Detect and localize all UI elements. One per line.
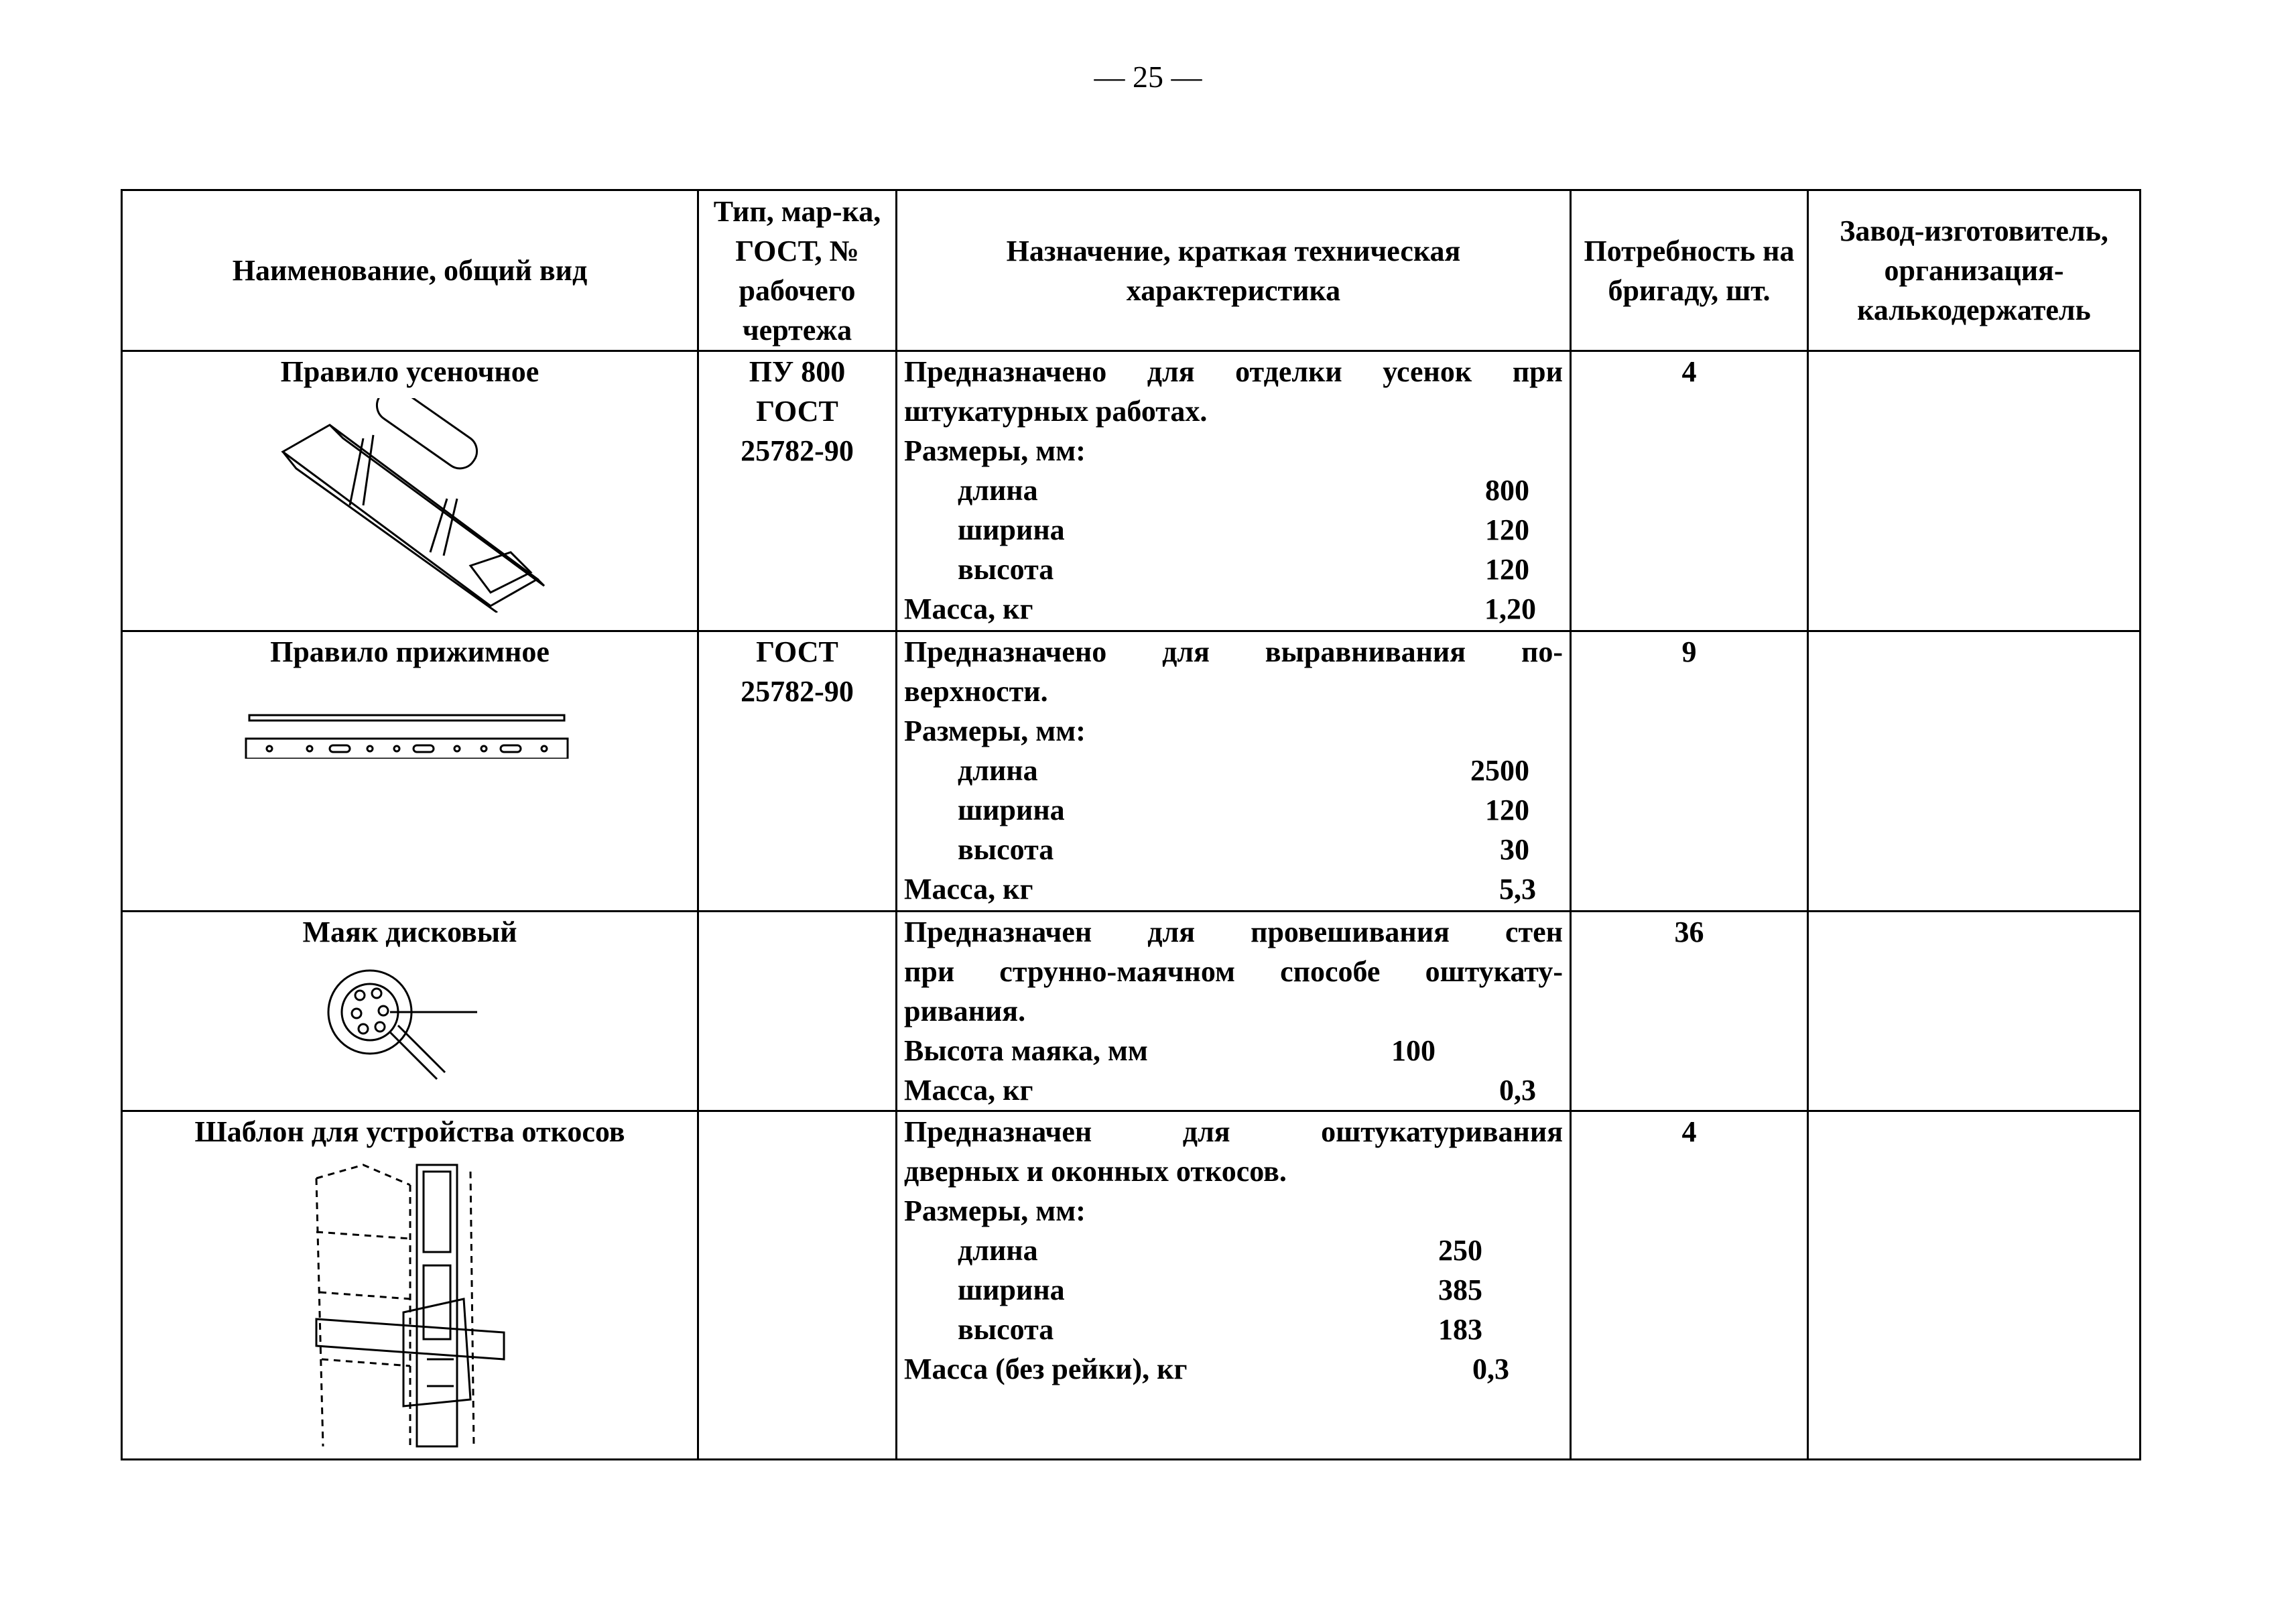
- equipment-table: [121, 189, 2141, 1460]
- dim-length: длина 2500: [958, 754, 1529, 787]
- header-need: Потребность на бригаду, шт.: [1571, 190, 1808, 351]
- sizes-label: Размеры, мм:: [904, 1194, 1086, 1227]
- dim-width: ширина 120: [958, 513, 1529, 546]
- dim-length: длина 800: [958, 474, 1529, 507]
- dim-height: высота 30: [958, 833, 1529, 866]
- header-name: Наименование, общий вид: [122, 190, 698, 351]
- type-line: ПУ 800: [749, 355, 846, 388]
- row-purpose-cell: [897, 1111, 1571, 1460]
- row-name: Правило прижимное: [270, 635, 550, 668]
- row-name-cell: [122, 912, 698, 1111]
- table-row: [122, 351, 2141, 631]
- purpose-line: Предназначен для провешивания стен: [904, 916, 1563, 948]
- type-line: ГОСТ: [756, 635, 838, 668]
- mass-line: Масса (без рейки), кг 0,3: [904, 1353, 1509, 1385]
- purpose-line: дверных и оконных откосов.: [904, 1155, 1287, 1188]
- row-maker: [1808, 912, 2141, 1111]
- row-need: 4: [1571, 1111, 1808, 1460]
- dim-height: высота 183: [958, 1313, 1482, 1346]
- mass-line: Масса, кг 5,3: [904, 873, 1536, 906]
- row-name: Шаблон для устройства откосов: [194, 1115, 625, 1148]
- row-maker: [1808, 1111, 2141, 1460]
- type-line: ГОСТ: [756, 395, 838, 428]
- table-row: [122, 1111, 2141, 1460]
- table-header-row: [122, 190, 2141, 351]
- beacon-height-line: Высота маяка, мм 100: [904, 1034, 1436, 1067]
- row-need: 36: [1571, 912, 1808, 1111]
- row-type-cell: [698, 351, 897, 631]
- dim-width: ширина 120: [958, 794, 1529, 826]
- header-maker: Завод-изготовитель, организация-калькодержатель: [1808, 190, 2141, 351]
- dim-length: длина 250: [958, 1234, 1482, 1267]
- corner-rule-illustration: [269, 398, 551, 613]
- purpose-line: Предназначено для выравнивания по-: [904, 635, 1563, 668]
- header-type: Тип, мар-ка, ГОСТ, № рабочего чертежа: [698, 190, 897, 351]
- row-type-cell: [698, 912, 897, 1111]
- dim-height: высота 120: [958, 553, 1529, 586]
- header-purpose: Назначение, краткая техническая характеристика: [897, 190, 1571, 351]
- row-purpose-cell: [897, 351, 1571, 631]
- type-line: 25782-90: [741, 434, 854, 467]
- row-name-cell: [122, 351, 698, 631]
- mass-line: Масса, кг 1,20: [904, 592, 1536, 625]
- row-need: 9: [1571, 631, 1808, 912]
- type-line: 25782-90: [741, 675, 854, 708]
- mass-line: Масса, кг 0,3: [904, 1074, 1536, 1107]
- pressure-rule-illustration: [243, 678, 578, 759]
- row-need: 4: [1571, 351, 1808, 631]
- sizes-label: Размеры, мм:: [904, 434, 1086, 467]
- purpose-line: Предназначено для отделки усенок при: [904, 355, 1563, 388]
- table-row: [122, 631, 2141, 912]
- row-name-cell: [122, 1111, 698, 1460]
- page-number: — 25 —: [1094, 60, 1202, 94]
- row-type-cell: [698, 631, 897, 912]
- purpose-line: ривания.: [904, 995, 1026, 1027]
- row-purpose-cell: [897, 912, 1571, 1111]
- row-type-cell: [698, 1111, 897, 1460]
- row-purpose-cell: [897, 631, 1571, 912]
- purpose-line: Предназначен для оштукатуривания: [904, 1115, 1563, 1148]
- slope-template-illustration: [303, 1158, 517, 1453]
- row-name: Правило усеночное: [280, 355, 539, 388]
- purpose-line: верхности.: [904, 675, 1048, 708]
- purpose-line: штукатурных работах.: [904, 395, 1208, 428]
- row-name-cell: [122, 631, 698, 912]
- row-maker: [1808, 351, 2141, 631]
- purpose-line: при струнно-маячном способе оштукату-: [904, 955, 1563, 988]
- row-maker: [1808, 631, 2141, 912]
- table-row: [122, 912, 2141, 1111]
- dim-width: ширина 385: [958, 1273, 1482, 1306]
- sizes-label: Размеры, мм:: [904, 714, 1086, 747]
- disc-beacon-illustration: [323, 958, 497, 1093]
- row-name: Маяк дисковый: [302, 916, 517, 948]
